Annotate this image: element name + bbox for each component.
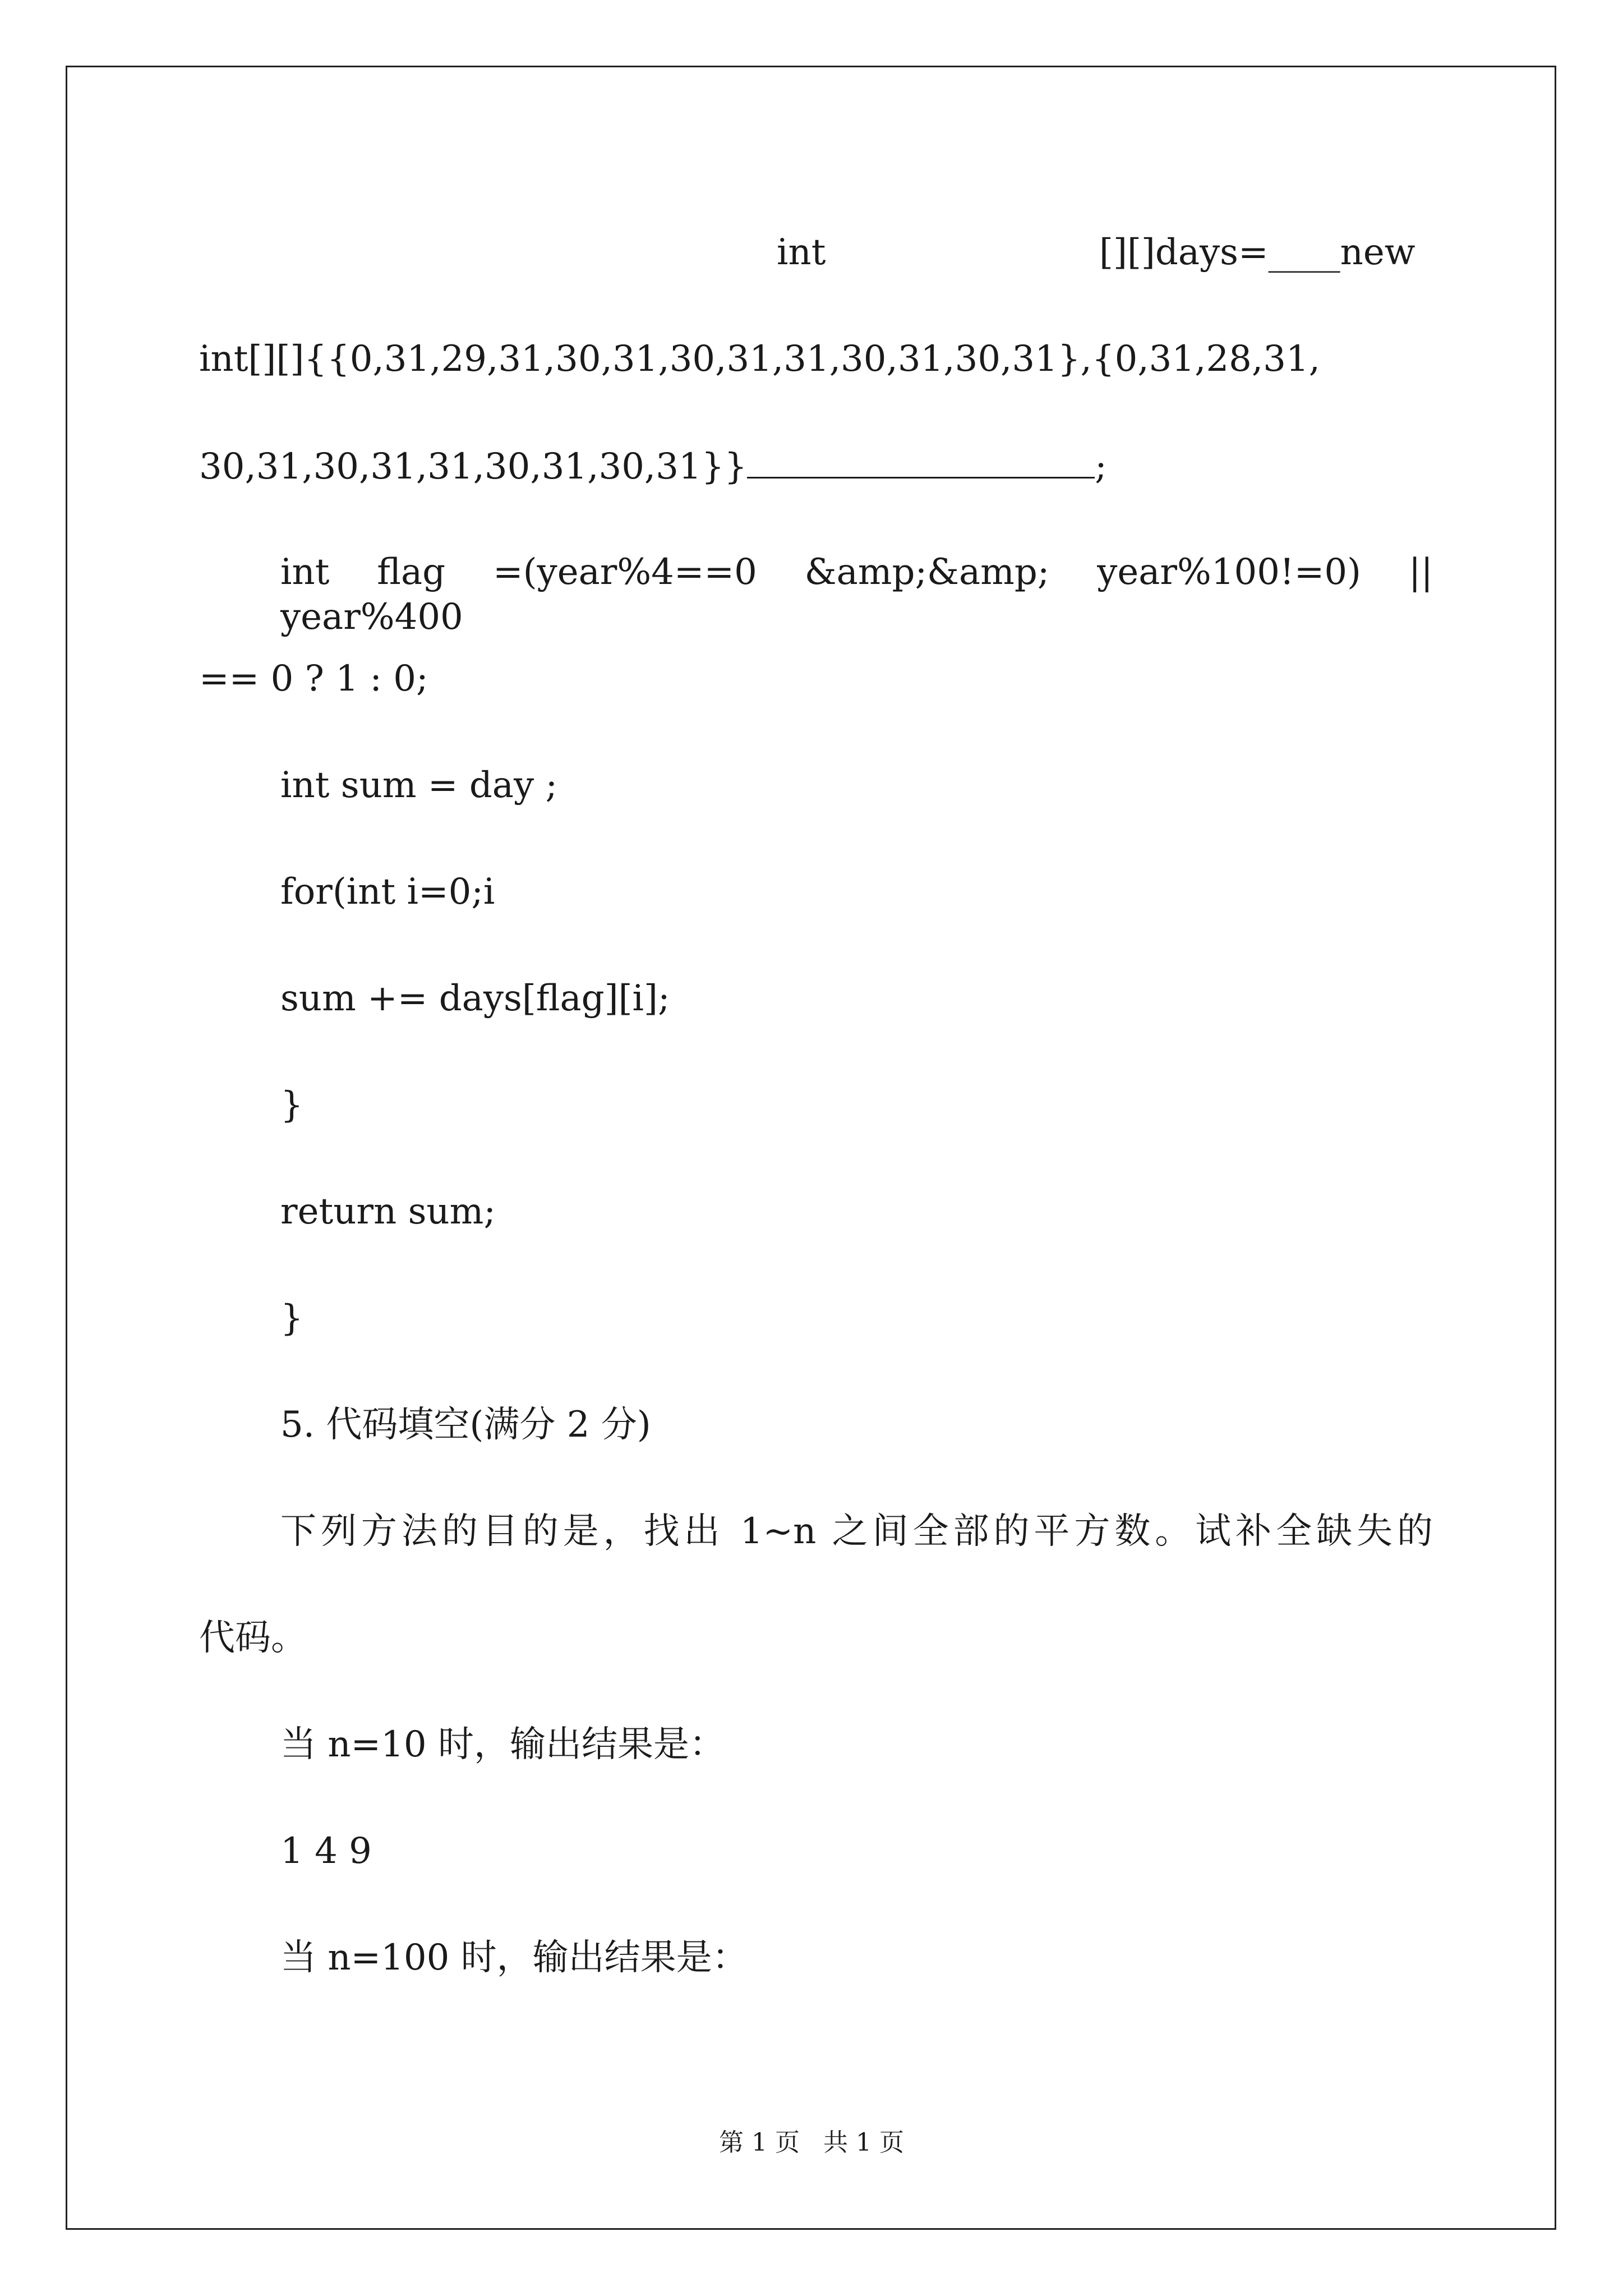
code-line-10: return sum;	[280, 1191, 496, 1232]
code-line-2: int[][]{{0,31,29,31,30,31,30,31,31,30,31,30,31},{0,31,28,31,	[199, 338, 1320, 380]
code-line-1	[199, 230, 1433, 275]
page-footer: 第 1 页 共 1 页	[719, 2128, 904, 2157]
code-line-5: == 0 ? 1 : 0;	[199, 658, 428, 700]
question-text: 下列方法的目的是，找出 1~n 之间全部的平方数。试补全缺失的	[280, 1511, 1433, 1552]
example-1-label: 当 n=10 时，输出结果是：	[280, 1724, 725, 1765]
code-line-7: for(int i=0;i	[280, 871, 495, 913]
code-line-3-text: 30,31,30,31,31,30,31,30,31}}	[199, 446, 748, 487]
code-line-1-decl: [][]days=____new	[1099, 232, 1415, 273]
code-line-1-type: int	[777, 232, 826, 273]
code-line-4: int flag =(year%4==0 &amp;&amp; year%100!=0) || year%400	[280, 551, 1433, 638]
fill-blank	[747, 443, 1095, 478]
code-line-6: int sum = day ;	[280, 765, 557, 806]
code-line-3-end: ;	[1095, 446, 1107, 487]
question-heading: 5. 代码填空(满分 2 分)	[280, 1404, 651, 1446]
example-2-label: 当 n=100 时，输出结果是：	[280, 1937, 748, 1978]
question-text-cont: 代码。	[199, 1617, 307, 1659]
code-line-8: sum += days[flag][i];	[280, 978, 670, 1019]
example-1-output: 1 4 9	[280, 1830, 372, 1872]
code-line-11: }	[280, 1297, 303, 1339]
code-line-3	[199, 443, 1433, 489]
code-line-9: }	[280, 1084, 303, 1126]
page-border	[66, 66, 1556, 2230]
